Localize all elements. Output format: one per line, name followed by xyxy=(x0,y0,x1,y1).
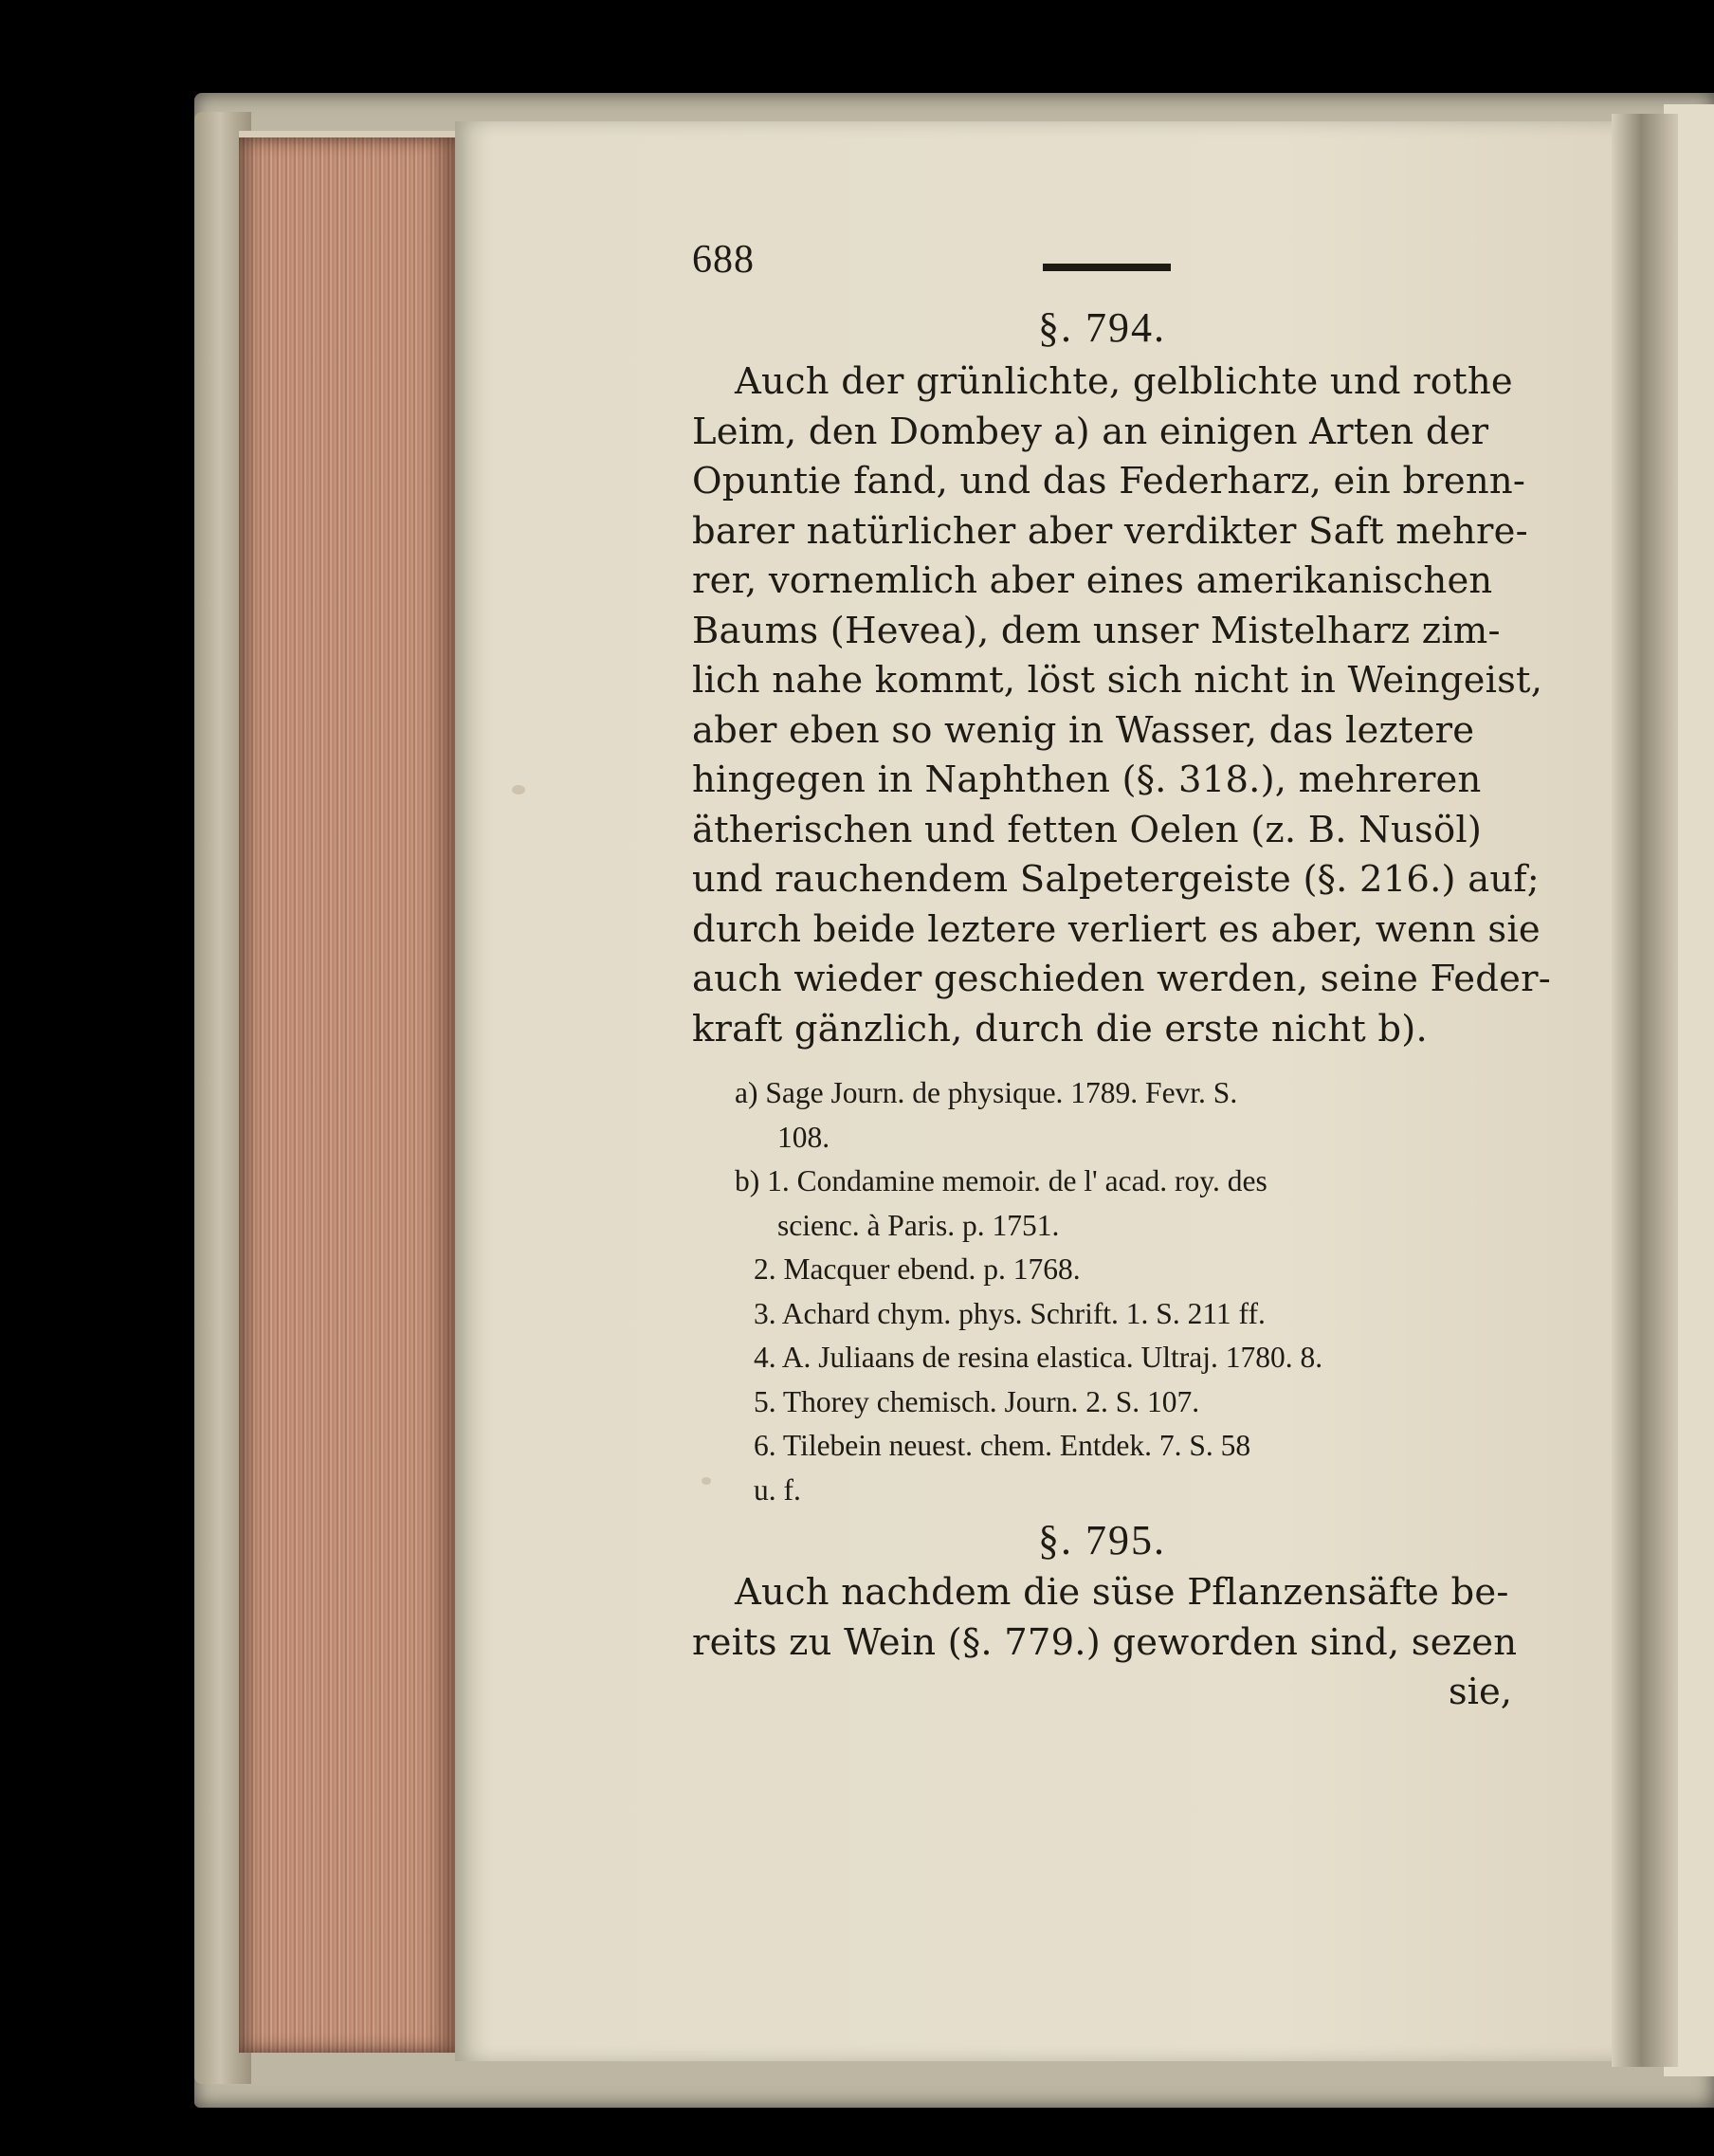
footnote-line: 5. Thorey chemisch. Journ. 2. S. 107. xyxy=(754,1384,1200,1418)
page-text xyxy=(692,237,1551,1718)
footnote-line: scienc. à Paris. p. 1751. xyxy=(777,1208,1060,1242)
text-line: Auch nachdem die süse Pflanzensäfte be- xyxy=(735,1571,1509,1614)
footnote-line: 2. Macquer ebend. p. 1768. xyxy=(754,1252,1081,1286)
text-line: barer natürlicher aber verdikter Saft mehre- xyxy=(692,509,1528,553)
text-line: Auch der grünlichte, gelblichte und rothe xyxy=(735,360,1513,403)
section-heading: §. 795. xyxy=(1038,1517,1166,1563)
section-795-text xyxy=(692,1568,1518,1668)
paper-stain xyxy=(512,785,525,795)
text-line: Leim, den Dombey a) an einigen Arten der xyxy=(692,410,1489,453)
footnote-line: 6. Tilebein neuest. chem. Entdek. 7. S. 58 xyxy=(754,1429,1251,1462)
header-rule xyxy=(1043,264,1171,271)
footnote-line: 108. xyxy=(777,1120,830,1154)
footnote-line: 3. Achard chym. phys. Schrift. 1. S. 211 ff. xyxy=(754,1296,1266,1330)
catchword: sie, xyxy=(1448,1671,1512,1713)
text-line: ätherischen und fetten Oelen (z. B. Nusöl) xyxy=(692,808,1483,851)
section-794-text xyxy=(692,357,1551,1054)
footnote-line: u. f. xyxy=(754,1472,801,1507)
text-line: Opuntie fand, und das Federharz, ein brenn- xyxy=(692,460,1526,502)
running-header xyxy=(692,237,1512,294)
footnote-line: a) Sage Journ. de physique. 1789. Fevr. S. xyxy=(735,1076,1238,1109)
footnote-line: b) 1. Condamine memoir. de l' acad. roy. des xyxy=(735,1164,1267,1197)
text-line: Baums (Hevea), dem unser Mistelharz zim- xyxy=(692,609,1501,652)
gutter xyxy=(1612,114,1678,2067)
text-line: und rauchendem Salpetergeiste (§. 216.) auf; xyxy=(692,858,1540,901)
text-line: reits zu Wein (§. 779.) geworden sind, sezen xyxy=(692,1620,1518,1664)
footnote-line: 4. A. Juliaans de resina elastica. Ultraj. 1780. 8. xyxy=(754,1341,1323,1374)
text-line: kraft gänzlich, durch die erste nicht b). xyxy=(692,1007,1428,1051)
text-line: rer, vornemlich aber eines amerikanischen xyxy=(692,559,1493,602)
section-heading: §. 794. xyxy=(1038,304,1166,351)
text-line: durch beide leztere verliert es aber, wenn sie xyxy=(692,907,1541,951)
text-line: aber eben so wenig in Wasser, das leztere xyxy=(692,708,1475,752)
text-line: lich nahe kommt, löst sich nicht in Weingeist, xyxy=(692,659,1543,702)
footnotes xyxy=(692,1071,1512,1512)
text-line: auch wieder geschieden werden, seine Feder- xyxy=(692,958,1551,1000)
page-number: 688 xyxy=(692,238,755,282)
page-block-edge xyxy=(239,137,457,2053)
text-line: hingegen in Naphthen (§. 318.), mehreren xyxy=(692,758,1482,801)
